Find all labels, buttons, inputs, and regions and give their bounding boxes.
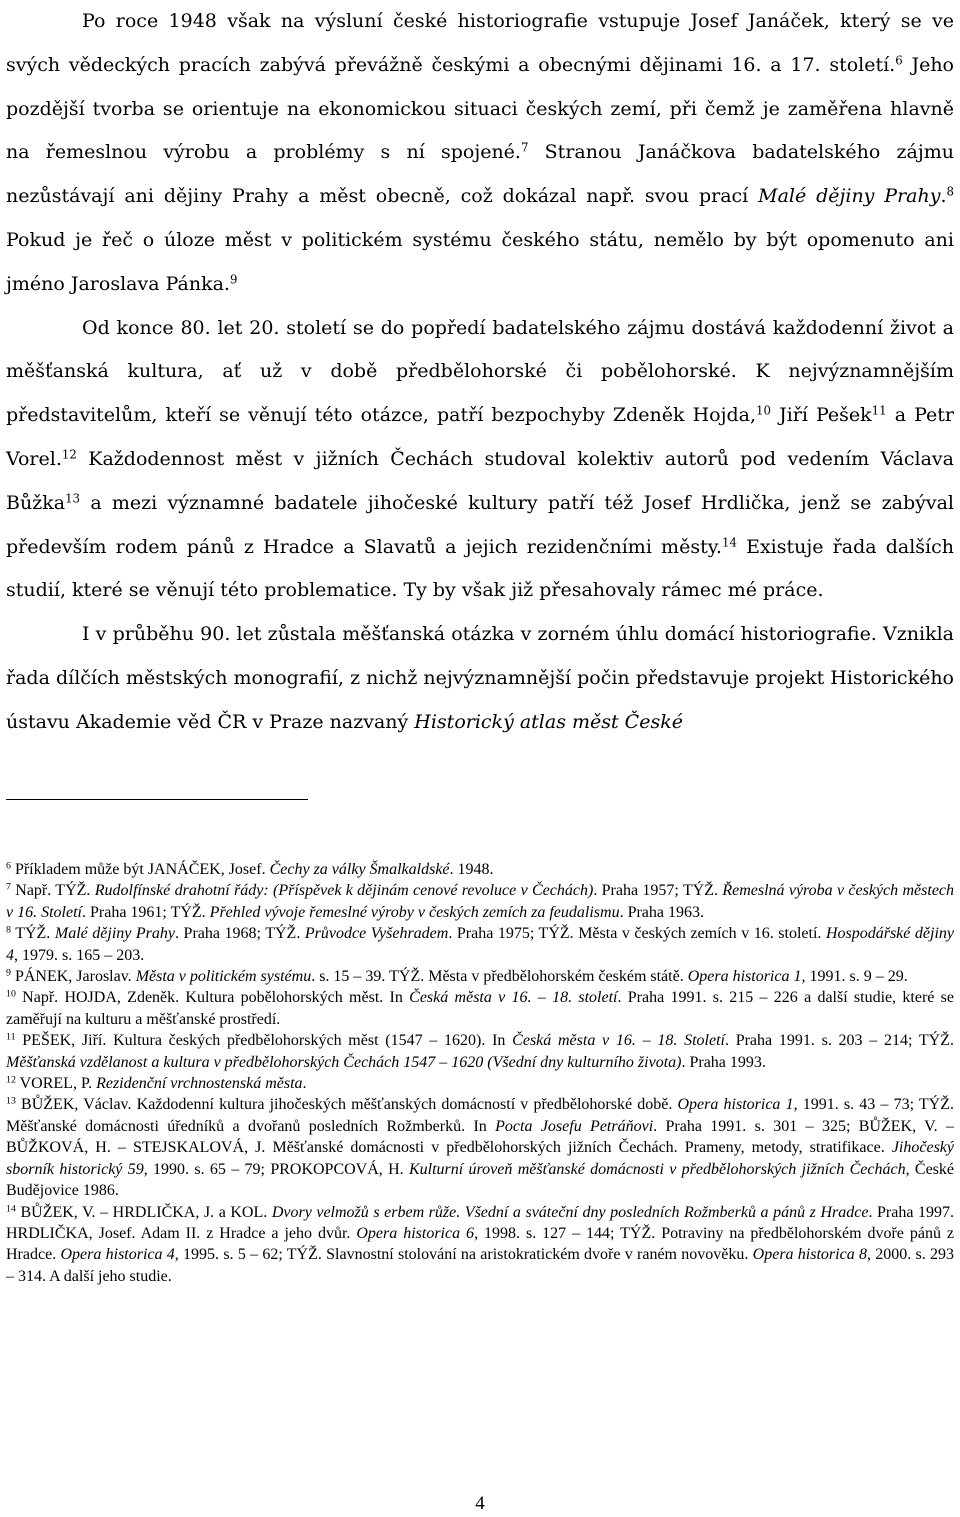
footnote-11: $^{11}$ PEŠEK, Jiří. Kultura českých předbělohorských měst (1547 – 1620). In Česká města v 16. – 18. Století. Praha 1991. s. 203 – 214; TÝŽ. Měšťanská vzdělanost a kultura v předbělohorských Čechách 1547 – 1620 (Všední dny kulturního života). Praha 1993. <box>6 1031 954 1071</box>
paragraph-2 <box>6 307 954 614</box>
footnote-14: $^{14}$ BŮŽEK, V. – HRDLIČKA, J. a KOL. Dvory velmožů s erbem růže. Všední a sváteční dny posledních Rožmberků a pánů z Hradce. Praha 1997. HRDLIČKA, Josef. Adam II. z Hradce a jeho dvůr. Opera historica 6, 1998. s. 127 – 144; TÝŽ. Potraviny na předbělohorském dvoře pánů z Hradce. Opera historica 4, 1995. s. 5 – 62; TÝŽ. Slavnostní stolování na aristokratickém dvoře v raném novověku. Opera historica 8, 2000. s. 293 – 314. A další jeho studie. <box>6 1203 955 1285</box>
page-number: 4 <box>475 1493 485 1514</box>
footnote-ref: 9 <box>229 272 238 287</box>
text-run: Každodennost měst v jižních Čechách studoval kolektiv autorů pod vedením Václava Bůžka <box>6 447 954 514</box>
text-run: Jiří Pešek <box>771 404 872 427</box>
text-run: Jeho pozdější tvorba se orientuje na ekonomickou situaci českých zemí, při čemž je zaměřena hlavně na řemeslnou výrobu a problémy s ní spojené. <box>6 53 954 164</box>
italic-title: Malé dějiny Prahy <box>758 185 941 208</box>
footnote-9: $^9$ PÁNEK, Jaroslav. Města v politickém systému. s. 15 – 39. TÝŽ. Města v předbělohorském českém státě. Opera historica 1, 1991. s. 9 – 29. <box>6 967 908 986</box>
footnote-ref: 12 <box>61 447 77 462</box>
text-run: . <box>940 185 947 208</box>
main-text <box>6 0 954 745</box>
text-run: a mezi významné badatele jihočeské kultury patří též Josef Hrdlička, jenž se zabýval především rodem pánů z Hradce a Slavatů a jejich rezidenčními městy. <box>6 491 954 558</box>
text-run: Existuje řada dalších studií, které se věnují této problematice. Ty by však již přesahovaly rámec mé práce. <box>6 535 954 602</box>
footnote-12: $^{12}$ VOREL, P. Rezidenční vrchnostenská města. <box>6 1074 307 1093</box>
footnote-ref: 10 <box>756 403 772 418</box>
text-run: Po roce 1948 však na výsluní české historiografie vstupuje Josef Janáček, který se ve svých vědeckých pracích zabývá převážně českými a obecnými dějinami 16. a 17. století. <box>6 10 954 76</box>
footnote-6: $^6$ Příkladem může být JANÁČEK, Josef. Čechy za války Šmalkaldské. 1948. <box>6 860 494 878</box>
footnote-ref: 11 <box>871 403 887 418</box>
paragraph-1 <box>6 0 954 307</box>
text-run: I v průběhu 90. let zůstala měšťanská otázka v zorném úhlu domácí historiografie. Vznikla řada dílčích městských monografií, z nichž nejvýznamnější počin představuje projekt Historického ústavu Akademie věd ČR v Praze nazvaný <box>6 623 954 733</box>
footnote-ref: 7 <box>520 140 529 155</box>
footnote-ref: 13 <box>65 491 81 506</box>
footnotes <box>6 859 954 1287</box>
italic-title: Historický atlas měst České <box>414 710 683 733</box>
footnote-ref: 6 <box>895 53 903 68</box>
text-run: a Petr Vorel. <box>6 404 954 470</box>
footnote-13: $^{13}$ BŮŽEK, Václav. Každodenní kultura jihočeských měšťanských domácností v předbělohorské době. Opera historica 1, 1991. s. 43 – 73; TÝŽ. Měšťanské domácnosti úředníků a dvořanů posledních Rožmberků. In Pocta Josefu Petráňovi. Praha 1991. s. 301 – 325; BŮŽEK, V. – BŮŽKOVÁ, H. – STEJSKALOVÁ, J. Měšťanské domácnosti v předbělohorských jižních Čechách. Prameny, metody, stratifikace. Jihočeský sborník historický 59, 1990. s. 65 – 79; PROKOPCOVÁ, H. Kulturní úroveň měšťanské domácnosti v předbělohorských jižních Čechách, České Budějovice 1986. <box>6 1096 955 1200</box>
footnote-7: $^7$ Např. TÝŽ. Rudolfínské drahotní řády: (Příspěvek k dějinám cenové revoluce v Čechách). Praha 1957; TÝŽ. Řemeslná výroba v českých městech v 16. Století. Praha 1961; TÝŽ. Přehled vývoje řemeslné výroby v českých zemích za feudalismu. Praha 1963. <box>6 881 955 921</box>
paragraph-3 <box>6 613 954 744</box>
text-run: Stranou Janáčkova badatelského zájmu nezůstávají ani dějiny Prahy a měst obecně, což dokázal např. svou prací <box>6 141 954 208</box>
footnote-separator <box>6 799 308 800</box>
text-run: Od konce 80. let 20. století se do popředí badatelského zájmu dostává každodenní život a měšťanská kultura, ať už v době předbělohorské či pobělohorské. K nejvýznamnějším představitelům, kteří se věnují této otázce, patří bezpochyby Zdeněk Hojda, <box>6 316 954 427</box>
text-run: Pokud je řeč o úloze měst v politickém systému českého státu, nemělo by být opomenuto ani jméno Jaroslava Pánka. <box>6 228 954 295</box>
footnote-8: $^8$ TÝŽ. Malé dějiny Prahy. Praha 1968; TÝŽ. Průvodce Vyšehradem. Praha 1975; TÝŽ. Města v českých zemích v 16. století. Hospodářské dějiny 4, 1979. s. 165 – 203. <box>6 924 955 964</box>
footnote-10: $^{10}$ Např. HOJDA, Zdeněk. Kultura pobělohorských měst. In Česká města v 16. – 18. století. Praha 1991. s. 215 – 226 a další studie, které se zaměřují na kulturu a měšťanské prostředí. <box>6 988 955 1028</box>
footnote-ref: 14 <box>721 535 737 550</box>
footnote-ref: 8 <box>946 184 954 199</box>
